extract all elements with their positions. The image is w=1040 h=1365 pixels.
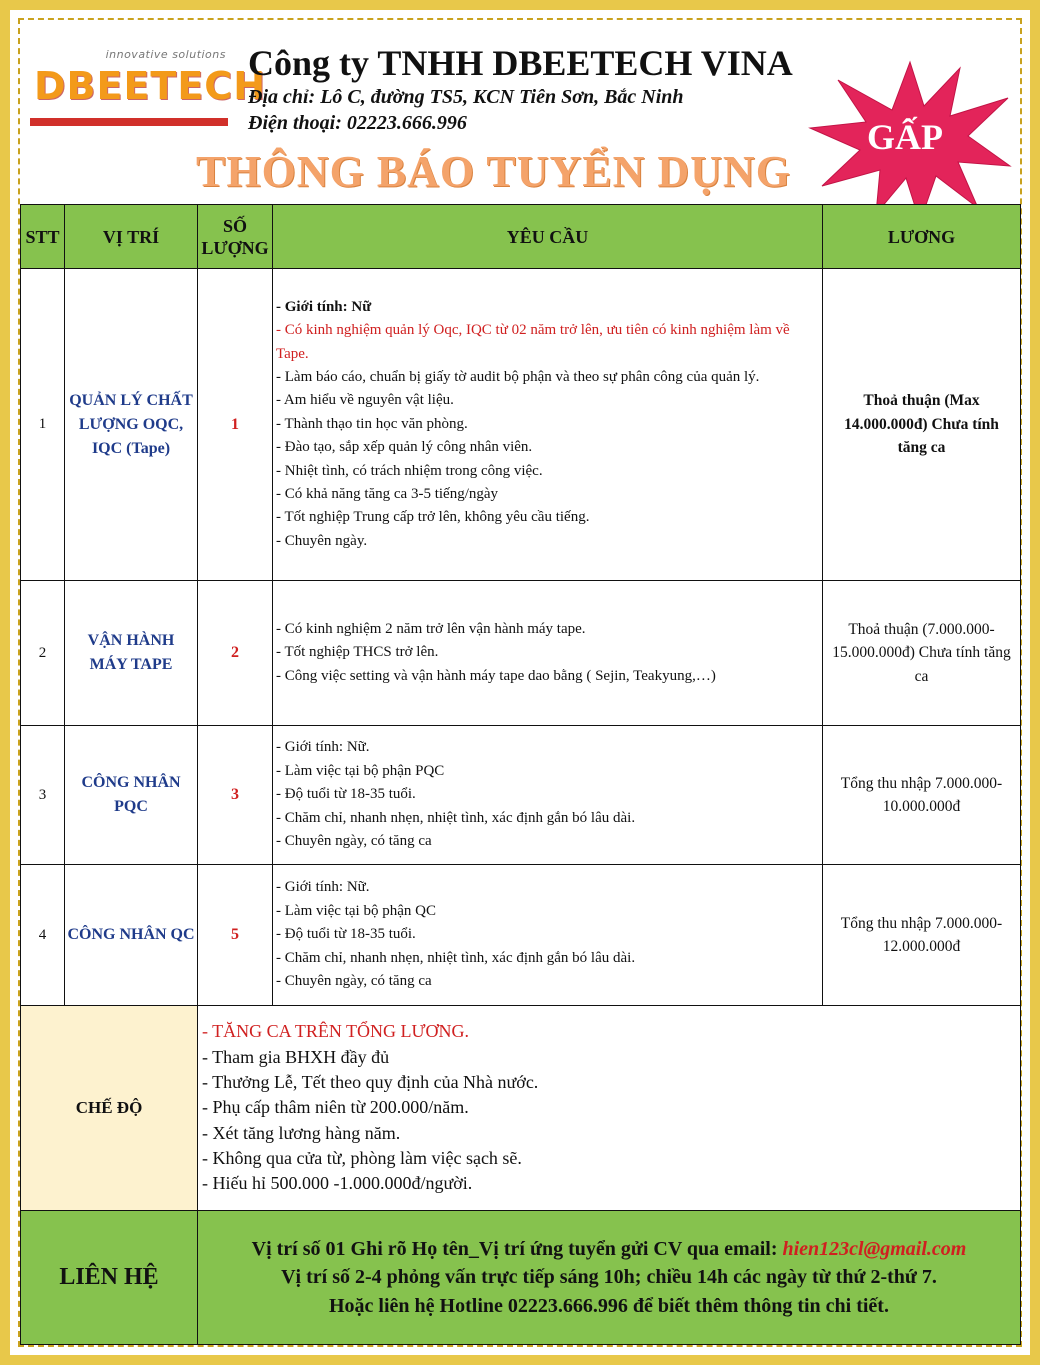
table-row: [21, 726, 1021, 865]
requirement-line: - Chuyên ngày, có tăng ca: [276, 973, 432, 990]
benefit-item: - Thưởng Lễ, Tết theo quy định của Nhà nước.: [202, 1072, 539, 1093]
contact-info: [198, 1211, 1021, 1345]
logo-wordmark: DBEETECH: [34, 64, 266, 108]
company-name: Công ty TNHH DBEETECH VINA: [248, 43, 793, 83]
company-phone: Điện thoại: 02223.666.996: [248, 112, 467, 134]
row-stt: 1: [21, 269, 65, 581]
row-stt: 2: [21, 581, 65, 726]
requirement-line: - Nhiệt tình, có trách nhiệm trong công việc.: [276, 462, 543, 479]
requirement-line: - Độ tuổi từ 18-35 tuổi.: [276, 926, 416, 943]
job-table: [20, 204, 1021, 1345]
row-requirements: [273, 865, 823, 1006]
benefit-item: - Xét tăng lương hàng năm.: [202, 1122, 401, 1143]
benefits-label: CHẾ ĐỘ: [21, 1006, 198, 1211]
row-salary: Tổng thu nhập 7.000.000-12.000.000đ: [823, 865, 1021, 1006]
requirement-line: - Giới tính: Nữ.: [276, 879, 370, 896]
benefit-item: - Hiếu hỉ 500.000 -1.000.000đ/người.: [202, 1173, 473, 1194]
logo-underline: [30, 118, 228, 126]
table-row: [21, 269, 1021, 581]
requirement-line: - Làm việc tại bộ phận PQC: [276, 762, 445, 779]
benefit-item: - Không qua cửa từ, phòng làm việc sạch sẽ.: [202, 1147, 522, 1168]
benefits-list: [198, 1006, 1021, 1211]
contact-label: LIÊN HỆ: [21, 1211, 198, 1345]
table-row: [21, 865, 1021, 1006]
requirement-line: - Công việc setting và vận hành máy tape dao bằng ( Sejin, Teakyung,…): [276, 667, 716, 684]
header-requirements: YÊU CẦU: [273, 205, 823, 269]
table-header-row: [21, 205, 1021, 269]
benefit-item: - Tham gia BHXH đầy đủ: [202, 1046, 390, 1067]
contact-email-link[interactable]: hien123cl@gmail.com: [782, 1237, 967, 1260]
urgent-badge-label: GẤP: [867, 117, 943, 157]
requirement-line: - Chuyên ngày, có tăng ca: [276, 833, 432, 850]
contact-row: [21, 1211, 1021, 1345]
table-row: [21, 581, 1021, 726]
row-salary: Thoả thuận (7.000.000-15.000.000đ) Chưa tính tăng ca: [823, 581, 1021, 726]
requirement-line: - Đào tạo, sắp xếp quản lý công nhân viên.: [276, 439, 533, 456]
requirement-line: - Am hiểu về nguyên vật liệu.: [276, 392, 454, 409]
requirement-line: - Tốt nghiệp Trung cấp trở lên, không yêu cầu tiếng.: [276, 509, 590, 526]
requirement-line: - Chăm chỉ, nhanh nhẹn, nhiệt tình, xác định gắn bó lâu dài.: [276, 949, 636, 966]
header-salary: LƯƠNG: [823, 205, 1021, 269]
row-position: QUẢN LÝ CHẤT LƯỢNG OQC, IQC (Tape): [65, 269, 198, 581]
requirement-line: - Có kinh nghiệm 2 năm trở lên vận hành máy tape.: [276, 620, 586, 637]
row-requirements: [273, 581, 823, 726]
contact-line-email: [202, 1235, 1016, 1264]
row-salary: Tổng thu nhập 7.000.000-10.000.000đ: [823, 726, 1021, 865]
requirement-line: - Độ tuổi từ 18-35 tuổi.: [276, 786, 416, 803]
requirement-line: - Tốt nghiệp THCS trở lên.: [276, 644, 439, 661]
row-stt: 4: [21, 865, 65, 1006]
contact-line-3: Hoặc liên hệ Hotline 02223.666.996 để biết thêm thông tin chi tiết.: [329, 1294, 889, 1317]
requirement-line: - Giới tính: Nữ: [276, 298, 372, 315]
requirement-line: - Chăm chỉ, nhanh nhẹn, nhiệt tình, xác định gắn bó lâu dài.: [276, 809, 636, 826]
row-salary: Thoả thuận (Max 14.000.000đ) Chưa tính tăng ca: [823, 269, 1021, 581]
requirement-line: - Thành thạo tin học văn phòng.: [276, 415, 468, 432]
row-requirements: [273, 269, 823, 581]
benefit-item: - Phụ cấp thâm niên từ 200.000/năm.: [202, 1097, 469, 1118]
row-quantity: 2: [198, 581, 273, 726]
page-title: THÔNG BÁO TUYỂN DỤNG: [196, 147, 791, 196]
row-quantity: 1: [198, 269, 273, 581]
benefits-row: [21, 1006, 1021, 1211]
benefit-highlight: - TĂNG CA TRÊN TỔNG LƯƠNG.: [202, 1021, 469, 1042]
requirement-line: - Có kinh nghiệm quản lý Oqc, IQC từ 02 năm trở lên, ưu tiên có kinh nghiệm làm về Tape.: [276, 322, 790, 362]
company-logo: [30, 44, 266, 126]
row-stt: 3: [21, 726, 65, 865]
requirement-line: - Chuyên ngày.: [276, 532, 368, 549]
row-quantity: 3: [198, 726, 273, 865]
row-quantity: 5: [198, 865, 273, 1006]
row-position: CÔNG NHÂN PQC: [65, 726, 198, 865]
logo-tagline: innovative solutions: [105, 48, 226, 61]
requirement-line: - Có khả năng tăng ca 3-5 tiếng/ngày: [276, 486, 499, 503]
contact-line-1: Vị trí số 01 Ghi rõ Họ tên_Vị trí ứng tuyển gửi CV qua email:: [251, 1237, 783, 1260]
requirement-line: - Giới tính: Nữ.: [276, 739, 370, 756]
header-stt: STT: [21, 205, 65, 269]
header-position: VỊ TRÍ: [65, 205, 198, 269]
requirement-line: - Làm báo cáo, chuẩn bị giấy tờ audit bộ phận và theo sự phân công của quản lý.: [276, 368, 760, 385]
header-quantity: SỐ LƯỢNG: [198, 205, 273, 269]
row-position: VẬN HÀNH MÁY TAPE: [65, 581, 198, 726]
requirement-line: - Làm việc tại bộ phận QC: [276, 902, 436, 919]
contact-line-2: Vị trí số 2-4 phỏng vấn trực tiếp sáng 10h; chiều 14h các ngày từ thứ 2-thứ 7.: [281, 1266, 937, 1289]
row-requirements: [273, 726, 823, 865]
row-position: CÔNG NHÂN QC: [65, 865, 198, 1006]
company-address: Địa chỉ: Lô C, đường TS5, KCN Tiên Sơn, Bắc Ninh: [248, 86, 684, 108]
